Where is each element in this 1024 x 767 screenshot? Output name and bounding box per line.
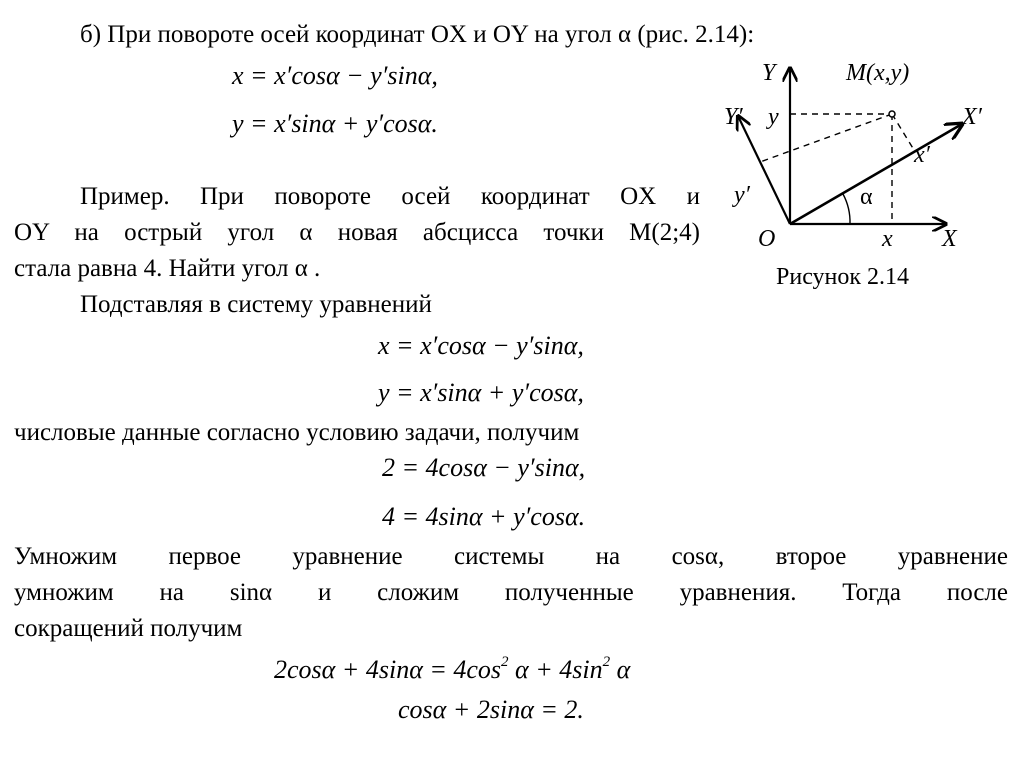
substitute-text: Подставляя в систему уравнений <box>80 291 432 318</box>
label-alpha: α <box>860 184 873 210</box>
label-y-axis: Y <box>762 60 776 86</box>
example-line-2: OY на острый угол α новая абсцисса точки M(2;4) <box>14 219 700 246</box>
multiply-line-1: Умножим первое уравнение системы на cosα, второе уравнение <box>14 543 1008 570</box>
x-prime-projection-line <box>892 114 914 150</box>
label-y-coord: y <box>768 104 779 130</box>
figure-caption: Рисунок 2.14 <box>776 264 910 290</box>
example-line-3: стала равна 4. Найти угол α . <box>14 255 321 282</box>
y-prime-projection-line <box>760 114 892 162</box>
rotation-formula-y: y = x′sinα + y′cosα. <box>232 109 438 138</box>
label-x-prime-axis: X′ <box>962 104 982 130</box>
x-prime-axis <box>790 124 962 224</box>
label-y-prime-coord: y′ <box>734 182 750 208</box>
label-x-axis: X <box>942 226 957 252</box>
label-point-m: M(x,y) <box>846 60 910 86</box>
label-x-prime-coord: x′ <box>914 142 930 168</box>
numeric-data-text: числовые данные согласно условию задачи, получим <box>14 419 580 446</box>
angle-arc <box>843 194 850 224</box>
system-formula-y: y = x′sinα + y′cosα, <box>378 378 584 407</box>
numeric-formula-1: 2 = 4cosα − y′sinα, <box>382 453 586 482</box>
label-y-prime-axis: Y′ <box>724 104 743 130</box>
rotated-axes-figure <box>700 58 1000 298</box>
section-heading: б) При повороте осей координат OX и OY на угол α (рис. 2.14): <box>80 21 755 48</box>
result-formula-1: $2\cos\alpha + 4\sin\alpha = 4\cos^2$ $\alpha + 4\sin^2$ α <box>274 654 631 684</box>
example-line-1: Пример. При повороте осей координат OX и <box>80 183 700 210</box>
label-origin: O <box>758 226 776 252</box>
system-formula-x: x = x′cosα − y′sinα, <box>378 331 584 360</box>
result-formula-2: cosα + 2sinα = 2. <box>398 695 584 724</box>
multiply-line-3: сокращений получим <box>14 615 243 642</box>
rotation-formula-x: x = x′cosα − y′sinα, <box>232 61 438 90</box>
label-x-coord: x <box>882 226 893 252</box>
point-m <box>889 111 895 117</box>
numeric-formula-2: 4 = 4sinα + y′cosα. <box>382 502 586 531</box>
multiply-line-2: умножим на sinα и сложим полученные уравнения. Тогда после <box>14 579 1008 606</box>
